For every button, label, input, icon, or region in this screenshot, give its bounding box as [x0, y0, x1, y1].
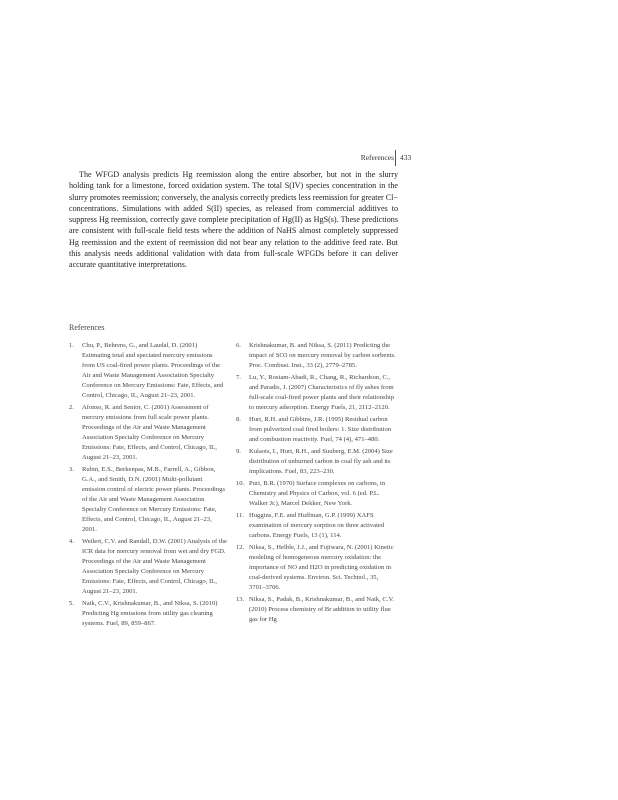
reference-item [236, 373, 396, 413]
running-header [356, 150, 436, 166]
reference-item [69, 403, 227, 463]
reference-number: 10. [236, 480, 245, 487]
reference-number: 9. [236, 448, 241, 455]
reference-number: 4. [69, 538, 74, 545]
reference-item [236, 447, 396, 477]
reference-number: 1. [69, 342, 74, 349]
reference-item [236, 479, 396, 509]
reference-text: Lu, Y., Rostam-Abadi, R., Chang, R., Richardson, C., and Paradis, J. (2007) Characteristics of fly ashes from full-scale coal-fired power plants and their relationship to mercury adsorption. Energy Fuels, 21, 2112–2120. [249, 374, 395, 411]
reference-text: Naik, C.V., Krishnakumar, B., and Niksa, S. (2010) Predicting Hg emissions from utility gas cleaning systems. Fuel, 89, 859–867. [82, 600, 218, 627]
reference-number: 7. [236, 374, 241, 381]
reference-text: Weilert, C.V. and Randall, D.W. (2001) Analysis of the ICR data for mercury removal from wet and dry FGD. Proceedings of the Air and Waste Management Association Specialty Conference on Mercury Emissions: Fate, Effects, and Control, Chicago, IL, August 21–23, 2001. [82, 538, 227, 595]
reference-number: 11. [236, 512, 244, 519]
reference-number: 13. [236, 596, 245, 603]
reference-item [236, 415, 396, 445]
reference-text: Krishnakumar, B. and Niksa, S. (2011) Predicting the impact of SO3 on mercury removal by carbon sorbents. Proc. Combust. Inst., 33 (2), 2779–2785. [249, 342, 396, 369]
reference-text: Kulaots, I., Hurt, R.H., and Suuberg, E.M. (2004) Size distribution of unburned carbon in coal fly ash and its implications. Fuel, 83, 223–230. [249, 448, 393, 475]
reference-text: Afonso, R. and Senior, C. (2001) Assessment of mercury emissions from full scale power plants. Proceedings of the Air and Waste Management Association Specialty Conference on Mercury Emissions: Fate, Effects, and Control, Chicago, IL, August 21–23, 2001. [82, 404, 217, 461]
reference-text: Chu, P., Behrens, G., and Laudal, D. (2001) Estimating total and speciated mercury emissions from US coal-fired power plants. Proceedings of the Air and Waste Management Association Specialty Conference on Mercury Emissions: Fate, Effects, and Control, Chicago, IL, August 21–23, 2001. [82, 342, 224, 399]
reference-item [69, 465, 227, 535]
references-column-left [69, 341, 227, 631]
reference-item [236, 595, 396, 625]
reference-text: Rubin, E.S., Berkenpas, M.B., Farrell, A., Gibbon, G.A., and Smith, D.N. (2001) Multi-pollutant emission control of electric power plants. Proceedings of the Air and Waste Management Association Specialty Conference on Mercury Emissions: Fate, Effects, and Control, Chicago, IL, August 21–23, 2001. [82, 466, 226, 533]
references-heading: References [69, 323, 105, 332]
reference-text: Puri, B.R. (1970) Surface complexes on carbons, in Chemistry and Physics of Carbon, vol. 6 (ed. P.L. Walker Jr.), Marcel Dekker, New York. [249, 480, 386, 507]
body-paragraph: The WFGD analysis predicts Hg reemission along the entire absorber, but not in the slurry holding tank for a limestone, forced oxidation system. The total S(IV) species concentration in the slurry promotes reemission; conversely, the analysis correctly predicts less reemission for greater Cl− concentrations. Simulations with added S(II) species, as released from commercial additives to suppress Hg reemission, correctly gave complete precipitation of Hg(II) as HgS(s). These predictions are consistent with full-scale field tests where the addition of NaHS almost completely suppressed Hg reemission and the extent of reemission did not bear any relation to the additive feed rate. But this analysis needs additional validation with data from full-scale WFGDs before it can deliver accurate quantitative interpretations. [69, 170, 398, 270]
reference-item [69, 599, 227, 629]
reference-text: Niksa, S., Padak, B., Krishnakumar, B., and Naik, C.V. (2010) Process chemistry of Br addition to utility flue gas for Hg [249, 596, 395, 623]
header-divider [395, 150, 396, 166]
reference-item [236, 511, 396, 541]
reference-item [69, 537, 227, 597]
reference-text: Hurt, R.H. and Gibbins, J.R. (1995) Residual carbon from pulverized coal fired boilers: 1. Size distribution and combustion reactivity. Fuel, 74 (4), 471–480. [249, 416, 392, 443]
reference-item [69, 341, 227, 401]
reference-number: 12. [236, 544, 245, 551]
references-column-right [236, 341, 396, 627]
reference-number: 3. [69, 466, 74, 473]
reference-text: Niksa, S., Helble, J.J., and Fujiwara, N. (2001) Kinetic modeling of homogeneous mercury oxidation: the importance of NO and H2O in predicting oxidation in coal-derived systems. Environ. Sci. Technol., 35, 3701–3706. [249, 544, 394, 591]
reference-item [236, 543, 396, 593]
reference-number: 5. [69, 600, 74, 607]
reference-text: Huggins, F.E. and Huffman, G.P. (1999) XAFS examination of mercury sorption on three activated carbons. Energy Fuels, 13 (1), 114. [249, 512, 385, 539]
reference-number: 2. [69, 404, 74, 411]
reference-number: 6. [236, 342, 241, 349]
page-number: 433 [400, 153, 412, 162]
reference-item [236, 341, 396, 371]
header-section-title: References [360, 153, 394, 162]
reference-number: 8. [236, 416, 241, 423]
